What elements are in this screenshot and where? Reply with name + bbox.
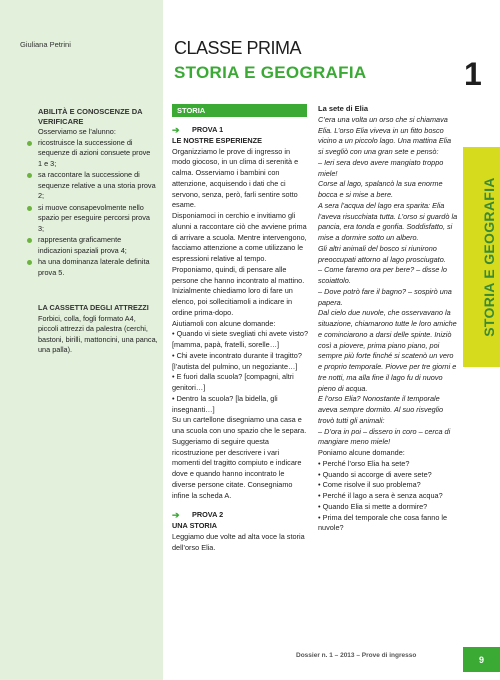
paragraph: Poniamo alcune domande: [318, 448, 405, 457]
page-number: 9 [463, 647, 500, 672]
attrezzi-title: LA CASSETTA DEGLI ATTREZZI [38, 303, 149, 312]
attrezzi-box [38, 303, 158, 356]
sub-heading: LE NOSTRE ESPERIENZE [172, 135, 263, 145]
paragraph: Organizziamo le prove di ingresso in modo giocoso, in un clima di serenità e calma. Osserviamo i bambini con attenzione, acquisendo i dati che ci servono, senza, però, farli sentire sotto esame. [172, 146, 299, 210]
paragraph: – D’ora in poi – dissero in coro – cerca di mangiare meno miele! [318, 426, 451, 447]
paragraph: Disponiamoci in cerchio e invitiamo gli alunni a raccontare ciò che avviene prima di arrivare a scuola. Mentre intervengono, facciamo attenzione a come utilizzano le espressioni relative al tempo. Proponiamo, quindi, di pensare alle persone che hanno incontrato al mattino. Inizialmente chiediamo loro di fare un elenco, poi sollecitiamoli a indicare in ordine prima-dopo. [172, 211, 307, 317]
page-title: CLASSE PRIMA [174, 38, 302, 58]
paragraph: Leggiamo due volte ad alta voce la storia dell’orso Elia. [172, 531, 305, 552]
footer-text: Dossier n. 1 – 2013 – Prove di ingresso [296, 652, 417, 659]
side-tab [463, 147, 500, 367]
prova-heading: ➔ PROVA 1 [172, 125, 309, 136]
attrezzi-text: Forbici, colla, fogli formato A4, piccoli attrezzi da palestra (cerchi, bastoni, birilli, mattoncini, una panca, una palla). [38, 313, 158, 354]
abilita-title: ABILITÀ E CONOSCENZE DA VERIFICARE [38, 107, 143, 126]
paragraph: C’era una volta un orso che si chiamava Elia. L’orso Elia viveva in un fitto bosco vicino a un piccolo lago. Una mattina Elia si svegliò con una gran sete e pensò: [318, 114, 452, 156]
paragraph: • Dentro la scuola? [la bidella, gli insegnanti…] [172, 393, 278, 414]
paragraph: – Ieri sera devo avere mangiato troppo miele! [318, 157, 444, 178]
abilita-item: si muove consapevolmente nello spazio per eseguire percorsi prova 3; [38, 203, 156, 235]
section-bar [172, 104, 307, 117]
paragraph: • Chi avete incontrato durante il tragitto? [l’autista del pulmino, un negoziante…] [172, 350, 302, 371]
paragraph: Aiutiamoli con alcune domande: [172, 318, 276, 328]
abilita-intro: Osserviamo se l’alunno: [38, 127, 116, 136]
abilita-item: ha una dominanza laterale definita prova 5. [38, 257, 156, 278]
paragraph: • Prima del temporale che cosa fanno le nuvole? [318, 512, 448, 533]
prova-heading: ➔ PROVA 2 [172, 510, 309, 521]
paragraph: • Quando si accorge di avere sete? [318, 469, 432, 479]
paragraph: Dal cielo due nuvole, che osservavano la situazione, chiamarono tutte le loro amiche e cominciarono a darsi delle spinte. Iniziò così a piovere, prima piano piano, poi sempre più forte finché si scatenò un vero e proprio temporale. Piovve per tre giorni e tre notti, ma alla fine il lago fu di nuovo pieno di acqua. [318, 308, 457, 393]
paragraph: • Quando vi siete svegliati chi avete visto? [mamma, papà, fratelli, sorelle…] [172, 329, 308, 349]
paragraph: Corse al lago, spalancò la sua enorme bocca e si mise a bere. [318, 179, 443, 199]
paragraph: • Quando Elia si mette a dormire? [318, 501, 428, 511]
section-label: STORIA [177, 106, 206, 115]
abilita-item: rappresenta graficamente indicazioni spaziali prova 4; [38, 235, 156, 256]
paragraph: • E fuori dalla scuola? [compagni, altri genitori…] [172, 372, 294, 392]
abilita-list [38, 138, 156, 279]
side-tab-label: STORIA E GEOGRAFIA [480, 177, 497, 337]
paragraph: • Perché il lago a sera è senza acqua? [318, 491, 443, 500]
paragraph: • Perché l’orso Elia ha sete? [318, 458, 410, 468]
paragraph: – Come faremo ora per bere? – disse lo scoiattolo. [318, 265, 447, 285]
sub-heading: UNA STORIA [172, 521, 217, 530]
abilita-item: sa raccontare la successione di sequenze relative a una storia prova 2; [38, 170, 156, 200]
paragraph: E l’orso Elia? Nonostante il temporale aveva sempre dormito. Al suo risveglio trovò tutti gli animali: [318, 394, 444, 425]
abilita-box [38, 107, 156, 279]
paragraph: Su un cartellone disegniamo una casa e una scuola con uno spazio che le separa. Suggeriamo di seguire questa ricostruzione per descrivere i vari momenti del tragitto compiuto e indicare dove e quando hanno incontrato le diverse persone citate. Consegniamo infine la scheda A. [172, 415, 307, 500]
abilita-item: ricostruisce la successione di sequenze di azioni consuete prove 1 e 3; [38, 138, 156, 170]
paragraph: • Come risolve il suo problema? [318, 480, 421, 490]
page-subtitle: STORIA E GEOGRAFIA [174, 63, 367, 82]
main-column-right [318, 104, 458, 534]
paragraph: A sera l’acqua del lago era sparita: Elia l’aveva risucchiata tutta. L’orso si guardò la pancia, era tonda e gonfia. Soddisfatto, si mise a dormire sotto un albero. [318, 200, 458, 242]
paragraph: – Dove potrò fare il bagno? – sospirò una papera. [318, 286, 452, 307]
story-title: La sete di Elia [318, 104, 369, 113]
chapter-number: 1 [464, 56, 482, 92]
main-column-left [172, 125, 309, 553]
author-name: Giuliana Petrini [20, 40, 71, 49]
paragraph: Gli altri animali del bosco si riunirono preoccupati attorno al lago prosciugato. [318, 243, 446, 264]
